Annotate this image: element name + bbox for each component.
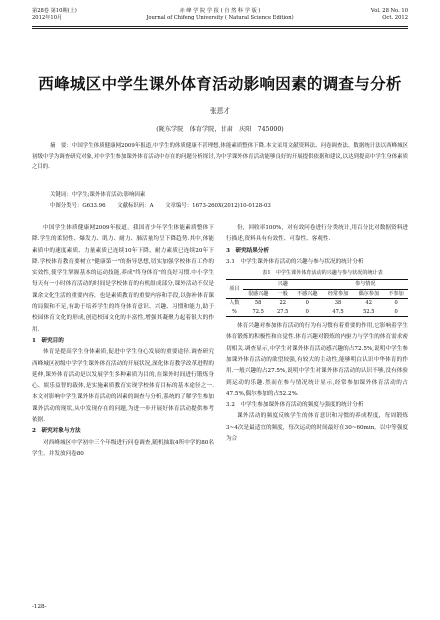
left-column xyxy=(32,223,214,460)
body-paragraph: 体育是提高学生身体素质,促进中学生身心发展的重要途径.调查研究西峰城区初级中学学生课外体育活动的开展状况,深化体育教学改革进程的延伸,课外体育活动是以发展学生多种素质为目的,在课外时间进行锻炼身心、娱乐益智的载体,是实施素质教育实现学校体育目标的基本途径之一.本文对影响中学生课外体育活动的因素的调查与分析,系统的了解学生参加课外活动的现状,从中发现存在的问题,为进一步开展好体育活动提供参考依据. xyxy=(32,349,214,424)
article-number: 文章编号：1673-260X(2012)10-0128-03 xyxy=(165,203,271,209)
table-row: 人数 58 22 0 38 42 0 xyxy=(229,300,398,307)
header-rule-2 xyxy=(32,28,408,29)
table-header-cell: 不参加 xyxy=(388,290,404,297)
subsection-heading: 3.2 中学生参加课外体育活动的频度与强度的统计分析 xyxy=(226,402,364,409)
intro-paragraph: 中国学生体质健康网2009年报道，我国青少年学生体能素质整体下降.学生的柔韧性、爆发力、肌力、耐力、肺活量均呈下降趋势.其中,体能素质中的速度素质、力量素质已连续10年下降，耐力素质已连续20年下降.学校体育教育要树立"健康第一"的指导思想,切实加强学校体育工作的实效性,使学生掌握基本的运动技能,养成"终身体育"的良好习惯.中小学生每天有一小时体育活动的时间是学校体育的有机组成部分,课外活动不仅是课余文化生活的重要内容，也是素质教育的重要内容和手段,以弥补体育课的局限和不足,有助于培养学生的终身体育意识、兴趣、习惯和能力,助于校园体育文化的形成,创造校园文化的丰富性,增强其凝聚力起着很大的作用. xyxy=(32,225,214,333)
table-group-header: 兴趣 xyxy=(243,280,323,289)
running-header xyxy=(32,8,408,34)
header-volume-issue: 第28卷 第10期(上) 2012年10月 xyxy=(32,8,77,21)
section-heading: 1 研究目的 xyxy=(32,337,64,344)
section-heading: 3 研究结果分析 xyxy=(226,247,270,254)
table-header-cell: 一般 xyxy=(277,290,288,297)
header-journal-name: 赤 峰 学 院 学 报 ( 自 然 科 学 版 ) Journal of Chifeng University ( Natural Science Edition) xyxy=(146,8,294,21)
table-header-cell: 偶尔参加 xyxy=(358,290,379,297)
body-paragraph: 课外活动的频度反映学生的体育意识和习惯的养成程度，每周锻炼3~4次是最适宜的频度，每次运动的时间最好在30~60min。以中等强度为合 xyxy=(226,413,408,443)
body-paragraph: 份，回收率100%，对有效问卷进行分类统计,用百分比对数据资料进行描述,资料具有有效性、可靠性、客观性. xyxy=(226,225,408,243)
header-rule-1 xyxy=(32,26,408,27)
subsection-heading: 3.1 中学生课外体育活动的兴趣与参与状况的统计分析 xyxy=(226,258,364,265)
right-column xyxy=(226,223,408,445)
author-name: 张恩才 xyxy=(210,107,230,115)
document-code: 文献标识码：A xyxy=(117,203,154,209)
affiliation: (陇东学院 体育学院，甘肃 庆阳 745000) xyxy=(156,126,284,133)
table-caption: 表1 中学生课外体育活动的兴趣与参与状况的统计表 xyxy=(262,270,383,277)
page-number: -128- xyxy=(32,604,47,610)
section-heading: 2 研究对象与方法 xyxy=(32,428,81,435)
table-header-cell: 不感兴趣 xyxy=(297,290,318,297)
keywords: 关键词：中学生;课外体育活动;影响因素 xyxy=(50,192,146,198)
table-header-cell: 经常参加 xyxy=(327,290,349,297)
body-paragraph: 对西峰城区中学初中三个年级进行问卷调查,随机抽取4所中学的80名学生。并发放问卷80 xyxy=(32,439,214,457)
interest-participation-table xyxy=(226,279,408,317)
header-volume-english: Vol. 28 No. 10 Oct. 2012 xyxy=(370,8,408,21)
classification-line xyxy=(50,201,408,209)
table-header-cell: 项目 xyxy=(226,280,243,299)
abstract: 摘 要：中国学生体质健康网2009年报道,中学生的体质健康不甚理想,体能素质整体下降.本文采用文献资料法、问卷调查法、数据统计法以西峰城区初级中学为调查研究对象,对中学生参加课外体育活动中存在的问题分析探讨,为中学课外体育活动能够良好的开展提供依据和建议,以达到提高中学生身体素质之目的. xyxy=(32,143,408,170)
table-header-cell: 很感兴趣 xyxy=(247,290,269,297)
body-paragraph: 体育兴趣对参加体育活动的行为有习惯有着重要的作用,它影响着学生体育锻炼的积极性和自觉性.体育兴趣对锻炼的内驱力与学生的体育需求密切相关.调查显示,中学生对课外体育活动感兴趣的占72.5%,说明中学生参加课外体育活动的欲望较强,有较大的主动性,能够明白认识中华体育的作用.一般兴趣的占27.5%,说明中学生对课外体育活动的认识不够,没有体验到运动的乐趣.然而在参与情况统计显示,经常参加课外体育活动的占47.5%,偶尔参加的占52.2%. xyxy=(226,323,408,397)
paper-title: 西峰城区中学生课外体育活动影响因素的调查与分析 xyxy=(38,74,402,93)
table-group-header: 参与情况 xyxy=(323,280,408,289)
table-row: % 72.5 27.5 0 47.5 52.5 0 xyxy=(226,308,408,317)
clc-number: 中图分类号：G633.96 xyxy=(50,203,106,209)
